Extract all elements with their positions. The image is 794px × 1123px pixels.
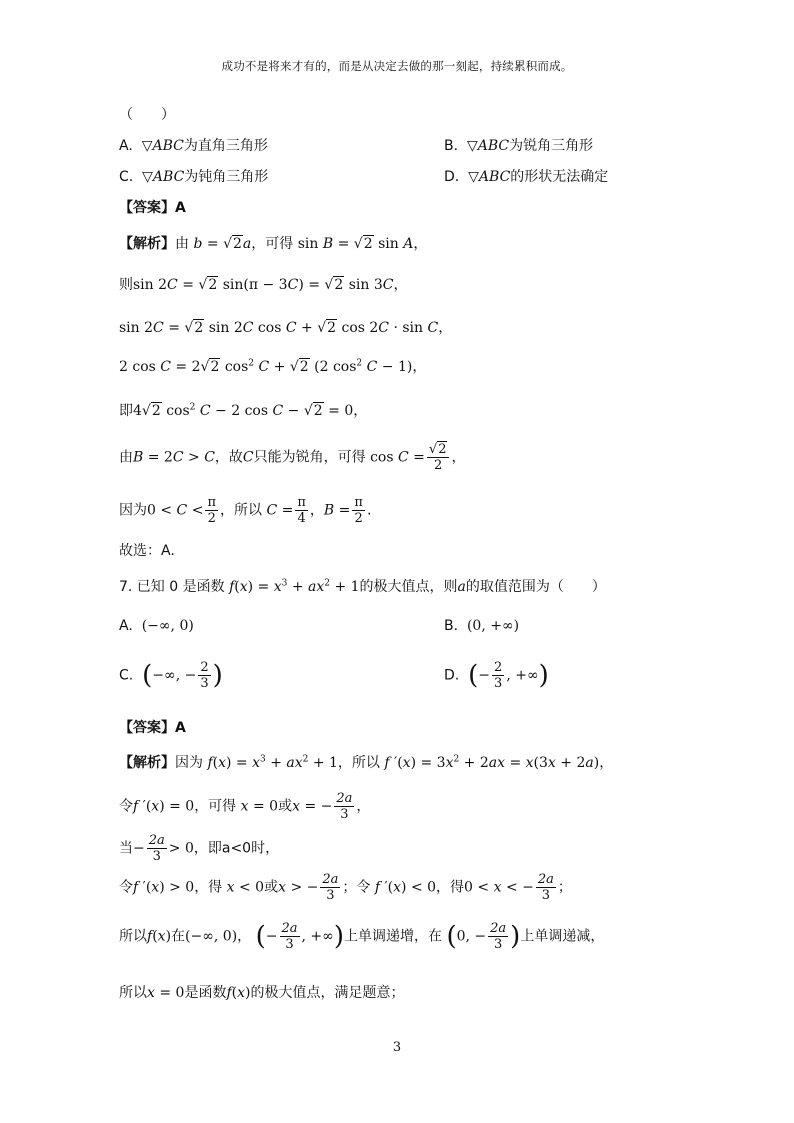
q6-option-a: A. ▽ABC为直角三角形 (119, 138, 268, 154)
q6-analysis-line6: 由B = 2C > C，故C只能为锐角，可得 cos C = $\frac{√2}{2}$ ， (119, 442, 466, 473)
q7-option-c: C. (−∞, − $\frac{2}{3}$ ) (119, 660, 223, 691)
q6-analysis-line2: 则sin 2C = √2 sin(π − 3C) = √2 sin 3C， (119, 277, 408, 293)
q6-option-b: B. ▽ABC为锐角三角形 (444, 138, 594, 154)
page-number: 3 (392, 1040, 402, 1055)
q6-analysis-line3: sin 2C = √2 sin 2C cos C + √2 cos 2C · sin C， (119, 320, 453, 336)
q6-analysis-line5: 即4√2 $\cos^2 C - 2$ cos C − √2 = 0， (119, 402, 368, 419)
q6-analysis-line4: 2 cos C = 2√2 $\cos^2 C + √2$ (2 $\cos^2 C - 1$)， (119, 358, 427, 375)
q7-analysis-line5: 所以f(x)在(−∞, 0)， (− $\frac{2a}{3}$ , +∞)上单调递增，在 (0, − $\frac{2a}{3}$ )上单调递减， (119, 921, 605, 952)
q7-option-a: A. (−∞, 0) (119, 618, 194, 634)
q7-answer: 【答案】A (119, 720, 186, 736)
header-motto: 成功不是将来才有的，而是从决定去做的那一刻起，持续累积而成。 (221, 59, 573, 73)
q7-analysis-line4: 令f ′(x) > 0，得 x < 0或x > − $\frac{2a}{3}$ ；令 f ′(x) < 0，得0 < x < − $\frac{2a}{3}$ ； (119, 872, 572, 903)
q6-answer: 【答案】A (119, 200, 186, 216)
q7-analysis-line6: 所以x = 0是函数f(x)的极大值点，满足题意； (119, 985, 405, 1001)
q6-analysis-line1: 【解析】由 b = √2a，可得 sin B = √2 sin A， (119, 236, 428, 252)
q7-analysis-line3: 当− $\frac{2a}{3}$ > 0，即a<0时， (119, 833, 280, 864)
q7-stem: 7. 已知 0 是函数 $f(x) = x^3 + ax^2 + 1$的极大值点，则a的取值范围为（ ） (119, 578, 606, 595)
q7-option-d: D. (− $\frac{2}{3}$ , +∞) (444, 660, 549, 691)
q7-option-b: B. (0, +∞) (444, 618, 520, 634)
q6-bracket: （ ） (119, 107, 175, 123)
q6-option-d: D. ▽ABC的形状无法确定 (444, 169, 609, 185)
q6-analysis-line7: 因为0 < C < $\frac{\pi}{2}$ ，所以 C = $\frac{\pi}{4}$ ，B = $\frac{\pi}{2}$ . (119, 495, 372, 526)
q6-option-c: C. ▽ABC为钝角三角形 (119, 169, 269, 185)
q7-analysis-line2: 令f ′(x) = 0，可得 x = 0或x = − $\frac{2a}{3}$ ， (119, 791, 371, 822)
q7-analysis-line1: 【解析】因为 $f(x) = x^3 + ax^2 + 1$，所以 f $'(x) = 3x^2 + 2ax = x(3x + 2a)$， (119, 754, 614, 771)
q6-choose: 故选：A. (119, 543, 175, 559)
